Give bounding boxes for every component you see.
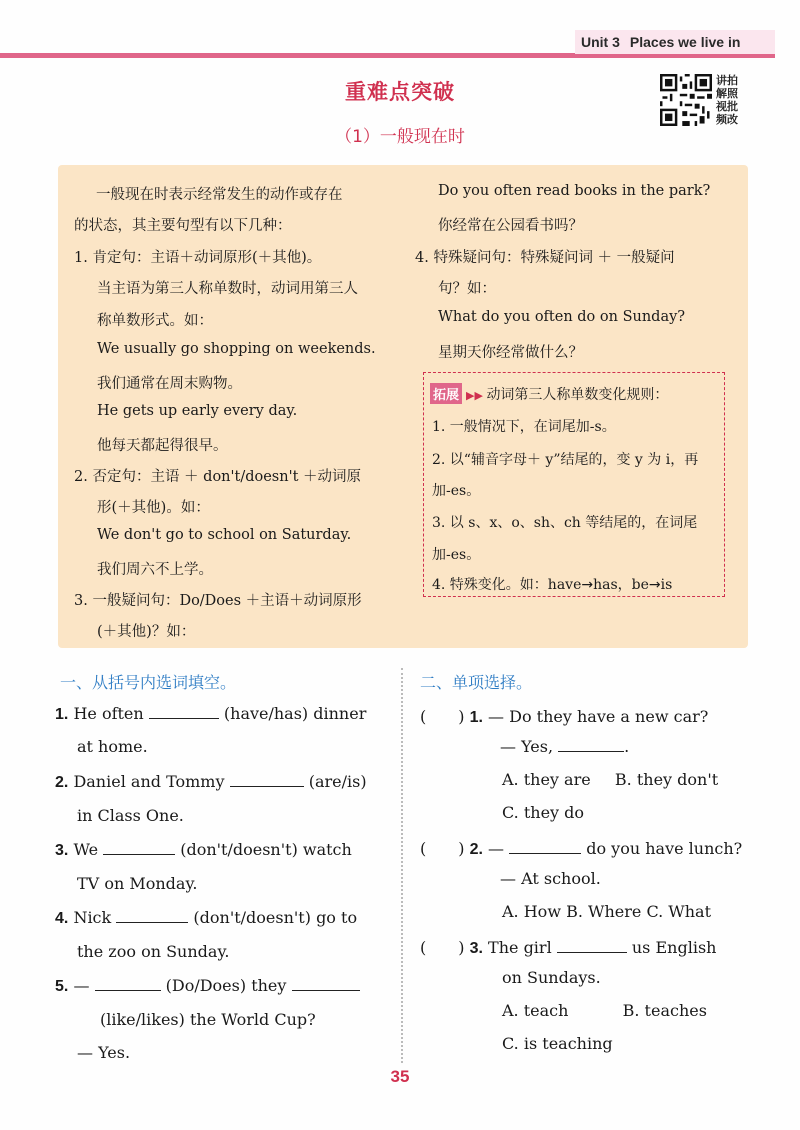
- right-arrow-icon: →: [648, 577, 661, 593]
- s1-q1-blank[interactable]: [149, 704, 219, 719]
- s1-q5-text-b: (Do/Does) they: [165, 976, 287, 995]
- s2-q1-reply-end: .: [624, 737, 630, 756]
- qr-text-1: 讲: [716, 74, 727, 87]
- s2-q3-option-b[interactable]: B. teaches: [622, 1001, 707, 1020]
- s1-q3-blank[interactable]: [103, 840, 175, 855]
- s2-q1-number: 1.: [469, 709, 483, 726]
- s2-q3-prompt-a: The girl: [488, 938, 552, 957]
- s1-q1-number: 1.: [55, 706, 69, 723]
- s2-q3-options-ab: [502, 1001, 707, 1020]
- s2-q3-answer-paren[interactable]: ( ): [420, 938, 465, 957]
- page-number: 35: [390, 1067, 410, 1086]
- s1-q4-blank[interactable]: [116, 908, 188, 923]
- note-right-1: Do you often read books in the park?: [438, 183, 711, 199]
- note-right-4: 句？如：: [438, 281, 496, 297]
- s2-q1-line1: [420, 704, 708, 727]
- s1-q3-number: 3.: [55, 842, 69, 859]
- s2-q1-prompt: — Do they have a new car?: [488, 707, 709, 726]
- extension-tag: 拓展: [430, 383, 462, 404]
- arrow-icon: ▶▶: [466, 389, 487, 402]
- ext-line-2: 2. 以“辅音字母＋ y”结尾的，变 y 为 i，再: [432, 452, 699, 468]
- qr-text-4: 照: [727, 87, 738, 100]
- s1-q5-blank-2[interactable]: [292, 976, 360, 991]
- s1-q5-number: 5.: [55, 978, 69, 995]
- s1-q2-line2: in Class One.: [77, 806, 184, 825]
- note-left-14: 3. 一般疑问句：Do/Does ＋主语＋动词原形: [74, 593, 362, 609]
- s1-q4-line2: the zoo on Sunday.: [77, 942, 230, 961]
- s2-q2-reply: — At school.: [500, 869, 601, 888]
- s1-q4-line1: [55, 908, 357, 928]
- s2-q2-answer-paren[interactable]: ( ): [420, 839, 465, 858]
- s1-q4-text-b: (don't/doesn't) go to: [193, 908, 358, 927]
- unit-label: Unit 3: [581, 34, 620, 50]
- s2-q3-line1: [420, 935, 716, 958]
- note-left-3: 1. 肯定句：主语＋动词原形(＋其他)。: [74, 250, 322, 266]
- s1-q5-line2: (like/likes) the World Cup?: [100, 1010, 316, 1029]
- s2-q1-option-b[interactable]: B. they don't: [614, 770, 719, 789]
- unit-header: [575, 30, 775, 54]
- s2-q1-option-a[interactable]: A. they are: [502, 770, 591, 789]
- s2-q3-option-a[interactable]: A. teach: [502, 1001, 569, 1020]
- right-arrow-icon: →: [581, 577, 594, 593]
- s2-q3-option-c[interactable]: C. is teaching: [502, 1034, 613, 1053]
- note-left-8: He gets up early every day.: [97, 403, 298, 419]
- note-left-15: (＋其他)？如：: [97, 624, 196, 640]
- note-left-2: 的状态，其主要句型有以下几种：: [74, 218, 292, 234]
- note-left-12: We don't go to school on Saturday.: [97, 527, 352, 543]
- s2-q1-blank[interactable]: [558, 737, 624, 752]
- s1-q3-line2: TV on Monday.: [77, 874, 198, 893]
- note-left-7: 我们通常在周末购物。: [97, 376, 242, 392]
- note-left-5: 称单数形式。如：: [97, 313, 213, 329]
- ext-line-6: [432, 574, 672, 594]
- s1-q3-text-b: (don't/doesn't) watch: [180, 840, 352, 859]
- s2-q1-option-c[interactable]: C. they do: [502, 803, 585, 822]
- s1-q5-blank-1[interactable]: [95, 976, 161, 991]
- s2-q2-prompt-a: —: [488, 839, 505, 858]
- ext-line-4: 3. 以 s、x、o、sh、ch 等结尾的，在词尾: [432, 515, 698, 531]
- qr-text-3: 解: [716, 87, 727, 100]
- s2-q2-blank[interactable]: [509, 839, 581, 854]
- s1-q2-blank[interactable]: [230, 772, 304, 787]
- extension-heading-row: [430, 383, 668, 404]
- s1-q1-line2: at home.: [77, 737, 148, 756]
- ext-line-6-has: has，be: [593, 577, 649, 593]
- page-title: 重难点突破: [345, 80, 455, 104]
- s1-q4-text-a: Nick: [73, 908, 112, 927]
- note-right-3: 4. 特殊疑问句：特殊疑问词 ＋ 一般疑问: [415, 250, 675, 266]
- note-left-9: 他每天都起得很早。: [97, 438, 228, 454]
- s2-q2-number: 2.: [469, 841, 483, 858]
- s2-q3-number: 3.: [469, 940, 483, 957]
- section-1-heading: 一、从括号内选词填空。: [60, 673, 237, 692]
- s1-q2-line1: [55, 772, 367, 792]
- note-right-2: 你经常在公园看书吗？: [438, 218, 583, 234]
- ext-line-6-text: 4. 特殊变化。如：have: [432, 577, 582, 593]
- s1-q1-text-a: He often: [73, 704, 144, 723]
- s1-q1-text-b: (have/has) dinner: [223, 704, 367, 723]
- note-right-6: 星期天你经常做什么？: [438, 345, 583, 361]
- s2-q3-prompt-b: us English: [631, 938, 717, 957]
- note-left-10: 2. 否定句：主语 ＋ don't/doesn't ＋动词原: [74, 469, 362, 485]
- qr-text-6: 批: [727, 100, 738, 113]
- qr-text-7: 频: [716, 113, 727, 126]
- s1-q2-text-b: (are/is): [308, 772, 367, 791]
- ext-line-3: 加-es。: [432, 483, 481, 499]
- s2-q1-options-ab: [502, 770, 718, 789]
- section-2-heading: 二、单项选择。: [420, 673, 533, 692]
- note-left-1: 一般现在时表示经常发生的动作或存在: [96, 187, 343, 203]
- note-left-11: 形(＋其他)。如：: [97, 500, 210, 516]
- s1-q2-text-a: Daniel and Tommy: [73, 772, 225, 791]
- note-left-6: We usually go shopping on weekends.: [97, 341, 376, 357]
- column-divider: [401, 668, 403, 1063]
- ext-line-6-is: is: [660, 577, 673, 593]
- s2-q2-prompt-b: do you have lunch?: [586, 839, 743, 858]
- s2-q2-line1: [420, 836, 742, 859]
- note-left-4: 当主语为第三人称单数时，动词用第三人: [97, 281, 358, 297]
- s1-q2-number: 2.: [55, 774, 69, 791]
- s2-q1-answer-paren[interactable]: ( ): [420, 707, 465, 726]
- s2-q1-reply: — Yes,: [500, 737, 554, 756]
- note-right-5: What do you often do on Sunday?: [438, 309, 686, 325]
- s1-q3-text-a: We: [73, 840, 99, 859]
- s2-q3-blank[interactable]: [557, 938, 627, 953]
- page-subtitle: （1）一般现在时: [335, 127, 465, 147]
- s1-q5-line1: [55, 976, 360, 996]
- s1-q5-text-a: —: [73, 976, 90, 995]
- s1-q4-number: 4.: [55, 910, 69, 927]
- qr-text-2: 拍: [727, 74, 738, 87]
- extension-heading: 动词第三人称单数变化规则：: [486, 387, 669, 403]
- ext-line-5: 加-es。: [432, 547, 481, 563]
- extension-box: [423, 372, 725, 597]
- s1-q1-line1: [55, 704, 366, 724]
- s1-q3-line1: [55, 840, 352, 860]
- qr-text-5: 视: [716, 100, 727, 113]
- note-left-13: 我们周六不上学。: [97, 562, 213, 578]
- s2-q2-options[interactable]: A. How B. Where C. What: [502, 902, 712, 921]
- s1-q5-line3: — Yes.: [77, 1043, 131, 1062]
- ext-line-1: 1. 一般情况下，在词尾加-s。: [432, 419, 616, 435]
- qr-text-8: 改: [727, 113, 738, 126]
- unit-topic: Places we live in: [629, 34, 741, 50]
- s2-q1-line2: [500, 737, 629, 756]
- s2-q3-line2: on Sundays.: [502, 968, 601, 987]
